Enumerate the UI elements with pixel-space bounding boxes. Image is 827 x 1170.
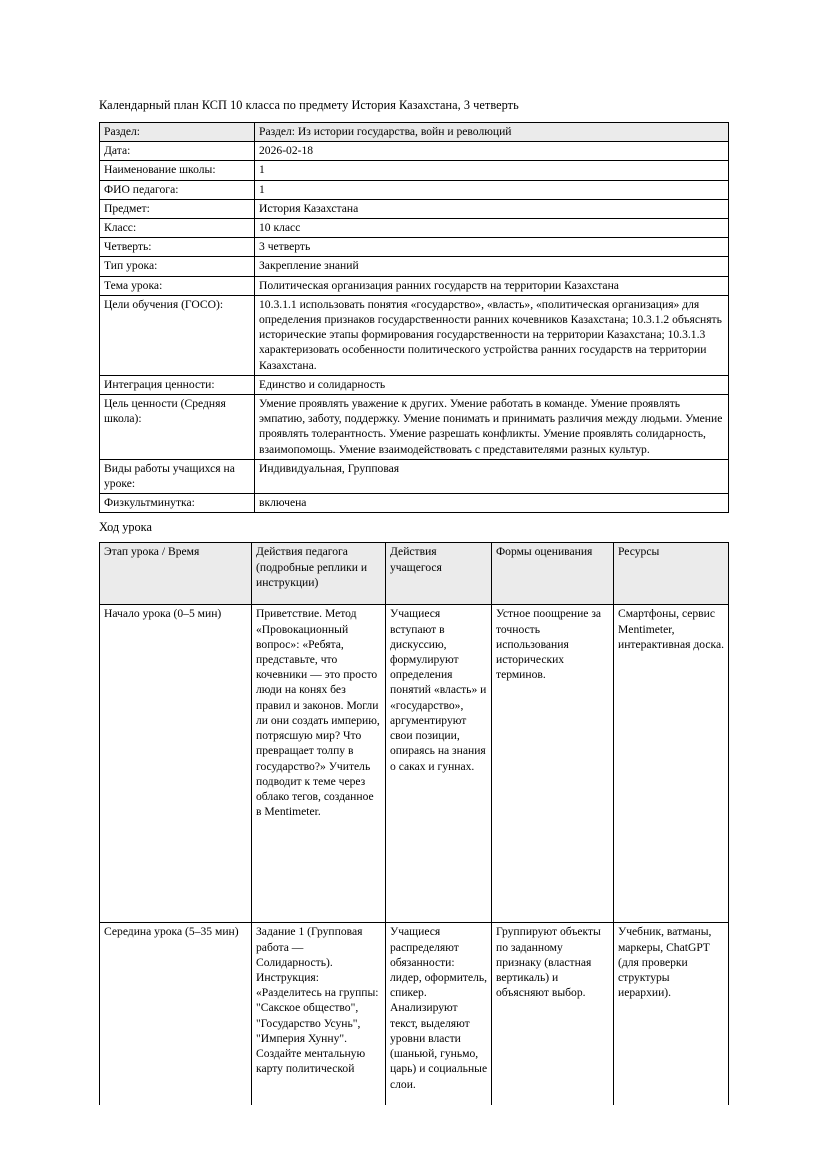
table-row xyxy=(100,238,729,257)
lesson-flow-table xyxy=(99,542,729,1123)
table-row xyxy=(100,199,729,218)
cell-stage: Середина урока (5–35 мин) xyxy=(100,923,252,1123)
info-label: Наименование школы: xyxy=(100,161,255,180)
page-title: Календарный план КСП 10 класса по предмету История Казахстана, 3 четверть xyxy=(99,98,519,112)
info-label: Виды работы учащихся на уроке: xyxy=(100,459,255,493)
lesson-flow-heading: Ход урока xyxy=(99,520,152,535)
table-row xyxy=(100,459,729,493)
column-header-student: Действия учащегося xyxy=(386,543,492,605)
cell-assessment-forms: Группируют объекты по заданному признаку (властная вертикаль) и объясняют выбор. xyxy=(492,923,614,1123)
info-label: Дата: xyxy=(100,142,255,161)
table-row xyxy=(100,257,729,276)
table-row xyxy=(100,923,729,1123)
table-row xyxy=(100,276,729,295)
info-label: Интеграция ценности: xyxy=(100,375,255,394)
table-row xyxy=(100,494,729,513)
table-row xyxy=(100,395,729,460)
info-value: 2026-02-18 xyxy=(255,142,729,161)
info-value: 3 четверть xyxy=(255,238,729,257)
info-value: Закрепление знаний xyxy=(255,257,729,276)
info-label: Четверть: xyxy=(100,238,255,257)
info-label: Цели обучения (ГОСО): xyxy=(100,295,255,375)
column-header-stage: Этап урока / Время xyxy=(100,543,252,605)
cell-resources: Смартфоны, сервис Mentimeter, интерактивная доска. xyxy=(614,605,729,923)
info-value: 10.3.1.1 использовать понятия «государство», «власть», «политическая организация» для определения признаков государственности ранних кочевников Казахстана; 10.3.1.2 объяснять исторические этапы формирования государственности на территории Казахстана; 10.3.1.3 характеризовать особенности политического устройства ранних государств на территории Казахстана. xyxy=(255,295,729,375)
info-value: 1 xyxy=(255,161,729,180)
info-label: Тип урока: xyxy=(100,257,255,276)
cell-student-actions: Учащиеся распределяют обязанности: лидер, оформитель, спикер. Анализируют текст, выделяют уровни власти (шаньюй, гуньмо, царь) и социальные слои. xyxy=(386,923,492,1123)
cell-stage: Начало урока (0–5 мин) xyxy=(100,605,252,923)
info-value: Политическая организация ранних государств на территории Казахстана xyxy=(255,276,729,295)
table-row xyxy=(100,142,729,161)
info-label: Предмет: xyxy=(100,199,255,218)
info-value: Единство и солидарность xyxy=(255,375,729,394)
info-value: Умение проявлять уважение к других. Умение работать в команде. Умение проявлять эмпатию, заботу, поддержку. Умение понимать и принимать различия между людьми. Умение проявлять толерантность. Умение разрешать конфликты. Умение проявлять солидарность, взаимопомощь. Умение взаимодействовать с представителями разных культур. xyxy=(255,395,729,460)
info-label: Физкультминутка: xyxy=(100,494,255,513)
cell-student-actions: Учащиеся вступают в дискуссию, формулируют определения понятий «власть» и «государство», аргументируют свои позиции, опираясь на знания о саках и гуннах. xyxy=(386,605,492,923)
cell-assessment-forms: Устное поощрение за точность использования исторических терминов. xyxy=(492,605,614,923)
info-label: ФИО педагога: xyxy=(100,180,255,199)
document-content xyxy=(99,97,728,1123)
info-value: включена xyxy=(255,494,729,513)
info-value: История Казахстана xyxy=(255,199,729,218)
table-row xyxy=(100,605,729,923)
info-label: Класс: xyxy=(100,219,255,238)
cell-teacher-actions: Приветствие. Метод «Провокационный вопрос»: «Ребята, представьте, что кочевники — это просто люди на конях без правил и законов. Могли ли они создать империю, потрясшую мир? Что превращает толпу в государство?» Учитель подводит к теме через облако тегов, созданное в Mentimeter. xyxy=(252,605,386,923)
table-row xyxy=(100,295,729,375)
column-header-resources: Ресурсы xyxy=(614,543,729,605)
table-row xyxy=(100,123,729,142)
cell-resources: Учебник, ватманы, маркеры, ChatGPT (для проверки структуры иерархии). xyxy=(614,923,729,1123)
info-label: Тема урока: xyxy=(100,276,255,295)
info-label: Раздел: xyxy=(100,123,255,142)
page-bottom-clip xyxy=(0,1105,827,1170)
info-value: 1 xyxy=(255,180,729,199)
info-value: Индивидуальная, Групповая xyxy=(255,459,729,493)
column-header-teacher: Действия педагога (подробные реплики и инструкции) xyxy=(252,543,386,605)
lesson-info-body xyxy=(100,123,729,513)
table-row xyxy=(100,375,729,394)
info-value: Раздел: Из истории государства, войн и революций xyxy=(255,123,729,142)
lesson-info-table xyxy=(99,122,729,513)
lesson-flow-body xyxy=(100,543,729,1123)
table-header-row xyxy=(100,543,729,605)
column-header-assessment: Формы оценивания xyxy=(492,543,614,605)
info-label: Цель ценности (Средняя школа): xyxy=(100,395,255,460)
cell-teacher-actions: Задание 1 (Групповая работа — Солидарность). Инструкция: «Разделитесь на группы: "Сакское общество", "Государство Усунь", "Империя Хунну". Создайте ментальную карту политической xyxy=(252,923,386,1123)
table-row xyxy=(100,161,729,180)
table-row xyxy=(100,180,729,199)
table-row xyxy=(100,219,729,238)
info-value: 10 класс xyxy=(255,219,729,238)
